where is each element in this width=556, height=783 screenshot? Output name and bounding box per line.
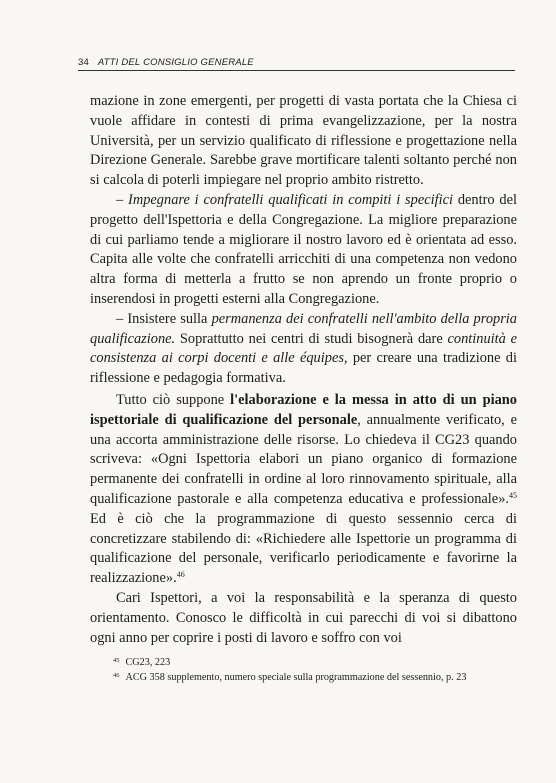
footnote-ref-46[interactable]: 46	[176, 570, 185, 580]
paragraph-3-text-a: – Insistere sulla	[116, 310, 212, 327]
paragraph-3-text-b: Soprattutto nei centri di studi bisognerà dare	[175, 330, 448, 347]
paragraph-5-text: Cari Ispettori, a voi la responsabilità e la speranza di questo orientamento. Conosco le difficoltà in cui parecchi di voi si dibattono ogni anno per coprire i posti di lavoro e soffro con voi	[90, 589, 517, 646]
footnote-mark: 46	[113, 672, 120, 679]
header-rule	[78, 70, 515, 71]
paragraph-3-emphasis-2: continuità e consistenza ai corpi docenti e alle équipes,	[90, 330, 517, 367]
paragraph-2-emphasis: Impegnare i confratelli qualificati in compiti i specifici	[128, 191, 454, 208]
footnote-text: CG23, 223	[125, 657, 171, 668]
paragraph-2	[90, 191, 517, 310]
paragraph-3-emphasis-1: permanenza dei confratelli nell'ambito della propria qualificazione.	[90, 310, 518, 347]
footnote-45	[113, 655, 518, 670]
body-text	[90, 92, 517, 648]
running-title: ATTI DEL CONSIGLIO GENERALE	[97, 57, 254, 68]
paragraph-4-text-b: , annualmente verificato, e una accorta amministrazione delle risorse. Lo chiedeva il CG23 quando scriveva: «Ogni Ispettoria elabori un piano organico di formazione permanente dei confratelli in ordine al loro rinnovamento spirituale, alla qualificazione pastorale e alla competenza educativa e professionale».	[90, 411, 517, 507]
paragraph-3-text-c: per creare una tradizione di riflessione e pedagogia formativa.	[90, 350, 517, 387]
paragraph-4-text-c: Ed è ciò che la programmazione di questo sessennio cerca di concretizzare stabilendo di: «Richiedere alle Ispettorie un programma di qualificazione del personale, verificarlo periodicamente e favorirne la realizzazione».	[90, 510, 517, 587]
footnote-46	[113, 670, 518, 685]
footnote-ref-45[interactable]: 45	[509, 490, 517, 500]
paragraph-4-bold: l'elaborazione e la messa in atto di un piano ispettoriale di qualificazione del personale	[90, 391, 517, 428]
running-header	[78, 57, 498, 68]
page-number: 34	[78, 57, 89, 68]
paragraph-5	[90, 589, 517, 648]
footnote-mark: 45	[113, 657, 120, 664]
paragraph-4-text-a: Tutto ciò suppone	[116, 391, 231, 408]
paragraph-3	[90, 310, 517, 389]
paragraph-1	[90, 92, 517, 191]
paragraph-2-dash: –	[116, 191, 129, 208]
footnote-text: ACG 358 supplemento, numero speciale sulla programmazione del sessennio, p. 23	[125, 672, 467, 683]
paragraph-1-text: mazione in zone emergenti, per progetti di vasta portata che la Chiesa ci vuole affidare in contesti di prima evangelizzazione, per la nostra Università, per un servizio qualificato di riflessione e progettazione nella Direzione Generale. Sarebbe grave mortificare talenti soltanto perché non si calcola di poterli impiegare nel proprio ambito ristretto.	[90, 93, 517, 189]
paragraph-2-text: dentro del progetto dell'Ispettoria e della Congregazione. La migliore preparazione di cui parliamo tende a migliorare il nostro lavoro ed è orientata ad esso. Capita alle volte che confratelli arricchiti di una competenza non vedono altra forma di metterla a frutto se non aprendo un fronte proprio o inserendosi in progetti esterni alla Congregazione.	[90, 191, 518, 307]
paragraph-4	[90, 391, 517, 589]
footnotes	[113, 655, 518, 685]
